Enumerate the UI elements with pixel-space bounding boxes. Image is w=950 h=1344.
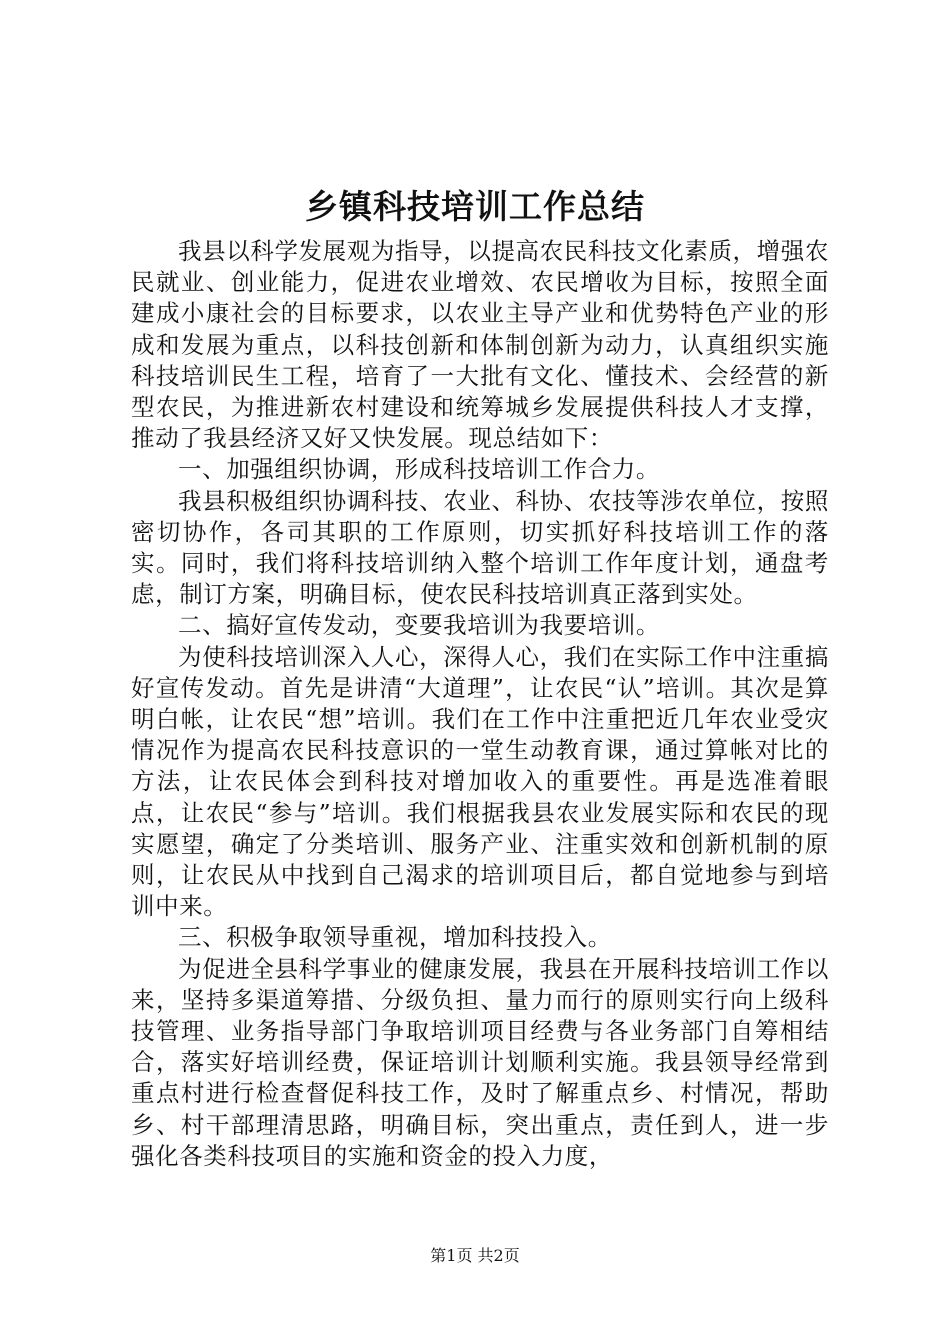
section-heading-2: 二、搞好宣传发动，变要我培训为我要培训。 <box>178 611 660 640</box>
section-1-paragraph: 我县积极组织协调科技、农业、科协、农技等涉农单位，按照密切协作，各司其职的工作原则，切实抓好科技培训工作的落实。同时，我们将科技培训纳入整个培训工作年度计划，通盘考虑，制订方案，明确目标，使农民科技培训真正落到实处。 <box>131 486 829 609</box>
page-number-footer: 第1页 共2页 <box>430 1246 520 1265</box>
document-title: 乡镇科技培训工作总结 <box>305 187 645 226</box>
section-heading-1: 一、加强组织协调，形成科技培训工作合力。 <box>178 455 660 484</box>
intro-paragraph: 我县以科学发展观为指导，以提高农民科技文化素质，增强农民就业、创业能力，促进农业增效、农民增收为目标，按照全面建成小康社会的目标要求，以农业主导产业和优势特色产业的形成和发展为重点，以科技创新和体制创新为动力，认真组织实施科技培训民生工程，培育了一大批有文化、懂技术、会经营的新型农民，为推进新农村建设和统筹城乡发展提供科技人才支撑，推动了我县经济又好又快发展。现总结如下： <box>131 237 829 453</box>
section-3-paragraph: 为促进全县科学事业的健康发展，我县在开展科技培训工作以来，坚持多渠道筹措、分级负担、量力而行的原则实行向上级科技管理、业务指导部门争取培训项目经费与各业务部门自筹相结合，落实好培训经费，保证培训计划顺利实施。我县领导经常到重点村进行检查督促科技工作，及时了解重点乡、村情况，帮助乡、村干部理清思路，明确目标，突出重点，责任到人，进一步强化各类科技项目的实施和资金的投入力度， <box>131 954 829 1170</box>
section-heading-3: 三、积极争取领导重视，增加科技投入。 <box>178 923 612 952</box>
section-2-paragraph: 为使科技培训深入人心，深得人心，我们在实际工作中注重搞好宣传发动。首先是讲清“大道理”，让农民“认”培训。其次是算明白帐，让农民“想”培训。我们在工作中注重把近几年农业受灾情况作为提高农民科技意识的一堂生动教育课，通过算帐对比的方法，让农民体会到科技对增加收入的重要性。再是选准着眼点，让农民“参与”培训。我们根据我县农业发展实际和农民的现实愿望，确定了分类培训、服务产业、注重实效和创新机制的原则，让农民从中找到自己渴求的培训项目后，都自觉地参与到培训中来。 <box>131 642 829 921</box>
document-body <box>131 236 829 1172</box>
